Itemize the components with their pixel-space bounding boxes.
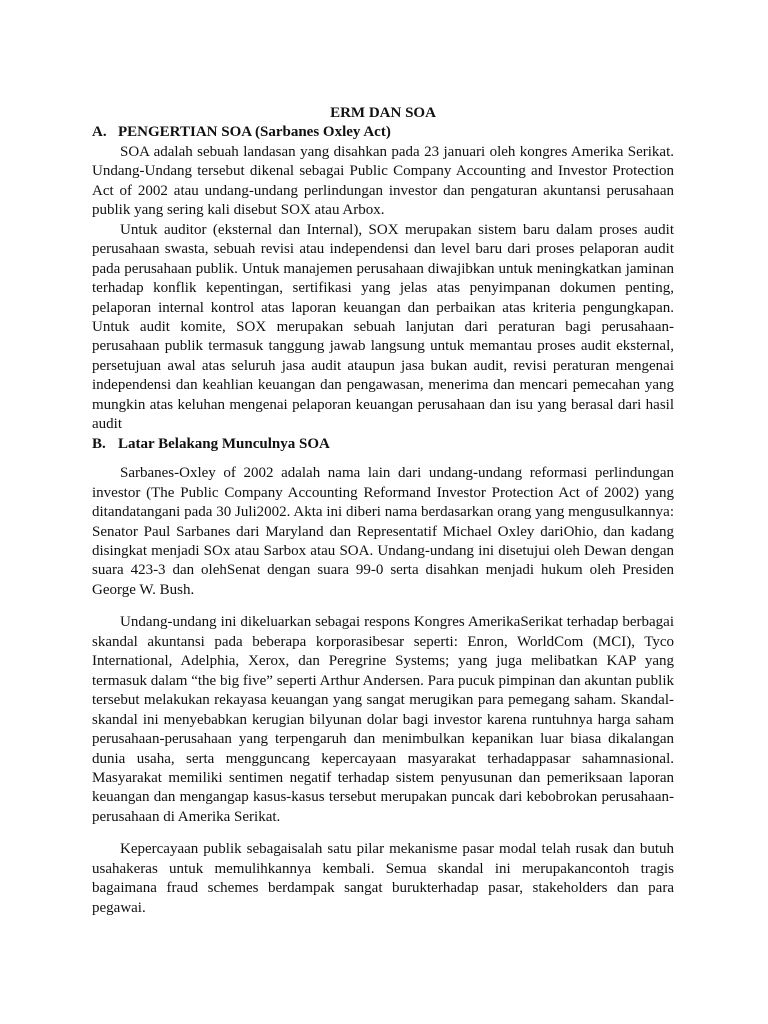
section-a-marker: A. [92,124,107,141]
section-b-heading [92,435,674,454]
document-page [92,104,674,918]
section-b-paragraph-3: Kepercayaan publik sebagaisalah satu pilar mekanisme pasar modal telah rusak dan butuh usahakeras untuk memulihkannya kembali. Semua skandal ini merupakancontoh tragis bagaimana fraud schemes berdampak sangat burukterhadap pasar, stakeholders dan para pegawai. [92,841,674,916]
section-a-heading [92,123,674,142]
section-a-paragraph-2: Untuk auditor (eksternal dan Internal), SOX merupakan sistem baru dalam proses audit perusahaan swasta, sebuah revisi atau independensi dan level baru dari proses pelaporan audit pada perusahaan publik. Untuk manajemen perusahaan diwajibkan untuk meningkatkan jaminan terhadap konflik kepentingan, sertifikasi yang jelas atas penyimpanan dokumen penting, pelaporan internal kontrol atas laporan keuangan dan perbaikan atas kriteria pengungkapan. Untuk audit komite, SOX merupakan sebuah lanjutan dari peraturan bagi perusahaan-perusahaan publik termasuk tanggung jawab langsung untuk memantau proses audit eksternal, persetujuan awal atas seluruh jasa audit ataupun jasa bukan audit, revisi peraturan mengenai independensi dan keahlian keuangan dan pengawasan, menerima dan mencari pemecahan yang mungkin atas keluhan mengenai pelaporan keuangan perusahaan dan isu yang berasal dari hasil audit [92,221,674,433]
section-a-title: PENGERTIAN SOA (Sarbanes Oxley Act) [118,124,391,141]
section-b-marker: B. [92,435,106,452]
section-b-title: Latar Belakang Munculnya SOA [118,435,330,452]
section-b-paragraph-2: Undang-undang ini dikeluarkan sebagai respons Kongres AmerikaSerikat terhadap berbagai skandal akuntansi pada beberapa korporasibesar seperti: Enron, WorldCom (MCI), Tyco International, Adelphia, Xerox, dan Peregrine Systems; yang juga melibatkan KAP yang termasuk dalam “the big five” seperti Arthur Andersen. Para pucuk pimpinan dan akuntan publik tersebut melakukan rekayasa keuangan yang sangat merugikan para pemegang saham. Skandal-skandal ini menyebabkan kerugian bilyunan dolar bagi investor karena runtuhnya harga saham perusahaan-perusahaan yang terpengaruh dan menimbulkan kepanikan luar biasa dikalangan dunia usaha, serta mengguncang kepercayaan masyarakat terhadappasar sahamnasional. Masyarakat memiliki sentimen negatif terhadap sistem penyusunan dan pemeriksaan laporan keuangan dan mengangap kasus-kasus tersebut merupakan puncak dari kebobrokan perusahaan-perusahaan di Amerika Serikat. [92,614,674,825]
section-b-paragraph-1: Sarbanes-Oxley of 2002 adalah nama lain dari undang-undang reformasi perlindungan investor (The Public Company Accounting Reformand Investor Protection Act of 2002) yang ditandatangani pada 30 Juli2002. Akta ini diberi nama berdasarkan orang yang mengusulkannya: Senator Paul Sarbanes dari Maryland dan Representatif Michael Oxley dariOhio, dan kadang disingkat menjadi SOx atau Sarbox atau SOA. Undang-undang ini disetujui oleh Dewan dengan suara 423-3 dan olehSenat dengan suara 99-0 serta disahkan menjadi hukum oleh Presiden George W. Bush. [92,465,674,598]
document-title: ERM DAN SOA [330,105,436,121]
section-a-paragraph-1: SOA adalah sebuah landasan yang disahkan pada 23 januari oleh kongres Amerika Serikat. Undang-Undang tersebut dikenal sebagai Public Company Accounting and Investor Protection Act of 2002 atau undang-undang perlindungan investor dan pengaturan akuntansi perusahaan publik yang sering kali disebut SOX atau Arbox. [92,143,674,219]
